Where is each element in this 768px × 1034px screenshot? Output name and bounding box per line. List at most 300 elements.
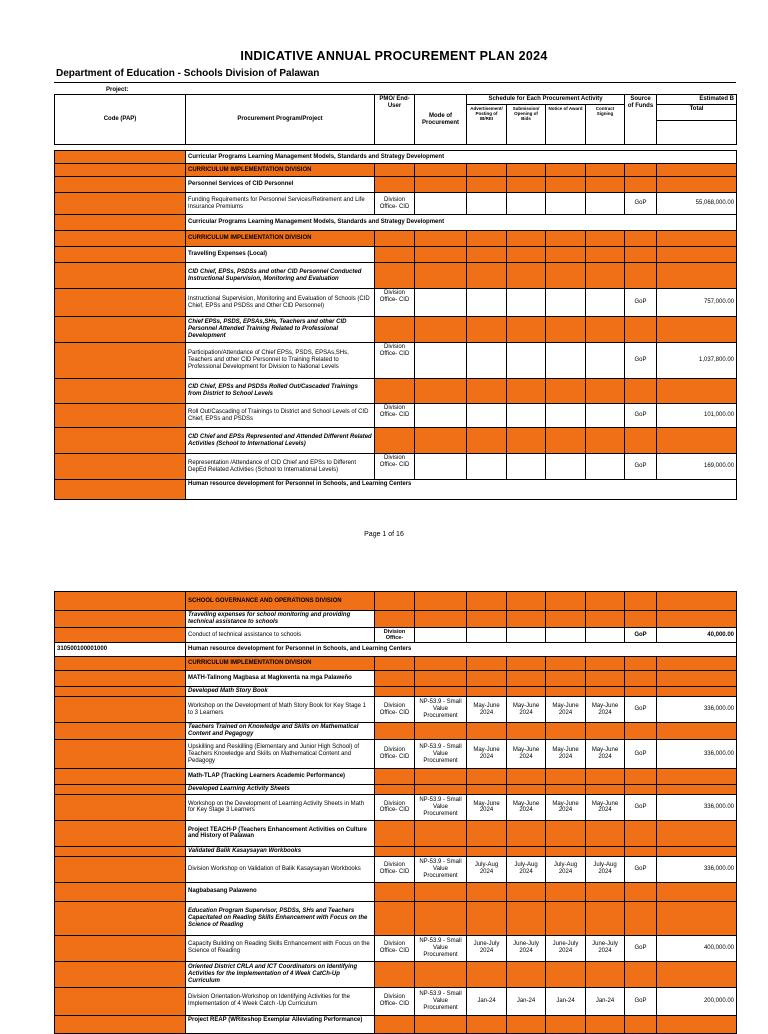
item-notice: June-July 2024	[546, 935, 586, 961]
item-total: 55,068,000.00	[657, 193, 737, 215]
shaded-cell	[507, 317, 546, 343]
shaded-cell	[467, 901, 507, 935]
division-row	[55, 231, 737, 247]
shaded-cell	[55, 317, 186, 343]
shaded-cell	[375, 671, 415, 687]
shaded-cell	[375, 657, 415, 671]
shaded-cell	[375, 846, 415, 856]
shaded-cell	[55, 856, 186, 882]
item-mode: NP-53.9 - Small Value Procurement	[415, 935, 467, 961]
empty-cell	[507, 193, 546, 215]
shaded-cell	[625, 846, 657, 856]
shaded-cell	[55, 592, 186, 611]
section-row	[55, 643, 737, 657]
division-cid-1: CURRICULUM IMPLEMENTATION DIVISION	[186, 164, 375, 177]
shaded-cell	[546, 1015, 586, 1033]
shaded-cell	[507, 1015, 546, 1033]
division-row	[55, 657, 737, 671]
col-total: Total	[657, 105, 737, 121]
empty-cell	[415, 289, 467, 317]
shaded-cell	[415, 428, 467, 454]
shaded-cell	[55, 151, 186, 164]
item-fund: GoP	[625, 289, 657, 317]
item-total: 336,000.00	[657, 740, 737, 769]
shaded-cell	[375, 785, 415, 795]
empty-cell	[415, 627, 467, 643]
empty-cell	[467, 627, 507, 643]
shaded-cell	[55, 454, 186, 480]
shaded-cell	[375, 961, 415, 987]
table-row	[55, 740, 737, 769]
shaded-cell	[55, 961, 186, 987]
shaded-cell	[657, 671, 737, 687]
shaded-cell	[415, 785, 467, 795]
shaded-cell	[546, 846, 586, 856]
shaded-cell	[507, 177, 546, 193]
subheading-row	[55, 901, 737, 935]
shaded-cell	[415, 961, 467, 987]
procurement-table-page-1	[54, 94, 737, 500]
empty-cell	[507, 343, 546, 379]
shaded-cell	[625, 379, 657, 404]
subheading-row	[55, 961, 737, 987]
shaded-cell	[507, 657, 546, 671]
empty-cell	[467, 289, 507, 317]
col-mode: Mode of Procurement	[415, 95, 467, 145]
shaded-cell	[55, 480, 186, 500]
shaded-cell	[507, 671, 546, 687]
col-sub: Submission/ Opening of Bids	[507, 105, 546, 145]
item-pmo: Division Office- CID	[375, 697, 415, 723]
shaded-cell	[586, 1015, 625, 1033]
item-description: Conduct of technical assistance to schools	[186, 627, 375, 643]
item-total: 200,000.00	[657, 987, 737, 1015]
item-adv: May-June 2024	[467, 740, 507, 769]
group-row	[55, 882, 737, 901]
shaded-cell	[375, 231, 415, 247]
item-description: Funding Requirements for Personnel Services/Retirement and Life Insurance Premiums	[186, 193, 375, 215]
shaded-cell	[55, 794, 186, 820]
shaded-cell	[507, 247, 546, 263]
shaded-cell	[415, 317, 467, 343]
shaded-cell	[55, 193, 186, 215]
shaded-cell	[55, 215, 186, 231]
shaded-cell	[657, 611, 737, 628]
shaded-cell	[546, 428, 586, 454]
shaded-cell	[625, 611, 657, 628]
item-pmo: Division Office- CID	[375, 794, 415, 820]
shaded-cell	[546, 671, 586, 687]
shaded-cell	[507, 820, 546, 846]
empty-cell	[586, 404, 625, 428]
table-row	[55, 935, 737, 961]
item-pmo: Division Office- CID	[375, 193, 415, 215]
empty-cell	[467, 404, 507, 428]
division-sgod: SCHOOL GOVERNANCE AND OPERATIONS DIVISION	[186, 592, 375, 611]
shaded-cell	[415, 723, 467, 740]
shaded-cell	[415, 769, 467, 785]
shaded-cell	[546, 164, 586, 177]
shaded-cell	[507, 961, 546, 987]
shaded-cell	[507, 846, 546, 856]
empty-cell	[415, 404, 467, 428]
shaded-cell	[375, 820, 415, 846]
subheading: Travelling expenses for school monitoring and providing technical assistance to schools	[186, 611, 375, 628]
shaded-cell	[625, 657, 657, 671]
shaded-cell	[586, 671, 625, 687]
shaded-cell	[507, 231, 546, 247]
shaded-cell	[657, 1015, 737, 1033]
item-notice: Jan-24	[546, 987, 586, 1015]
shaded-cell	[55, 247, 186, 263]
shaded-cell	[375, 592, 415, 611]
subheading: CID Chief, EPSs and PSDSs Rolled Out/Cascaded Trainings from District to School Levels	[186, 379, 375, 404]
item-adv: Jan-24	[467, 987, 507, 1015]
shaded-cell	[467, 785, 507, 795]
shaded-cell	[546, 379, 586, 404]
shaded-cell	[625, 901, 657, 935]
col-pmo: PMO/ End-User	[375, 95, 415, 145]
section-curricular-2: Curricular Programs Learning Management Models, Standards and Strategy Development	[186, 215, 737, 231]
shaded-cell	[55, 289, 186, 317]
item-description: Division Orientation-Workshop on Identifying Activities for the Implementation of 4 Week Catch -Up Curriculum	[186, 987, 375, 1015]
empty-cell	[415, 343, 467, 379]
empty-cell	[586, 289, 625, 317]
subheading-row	[55, 846, 737, 856]
item-notice: May-June 2024	[546, 794, 586, 820]
table-row	[55, 343, 737, 379]
shaded-cell	[625, 723, 657, 740]
item-adv: May-June 2024	[467, 794, 507, 820]
subheading-row	[55, 785, 737, 795]
shaded-cell	[55, 164, 186, 177]
table-row	[55, 404, 737, 428]
shaded-cell	[415, 611, 467, 628]
shaded-cell	[657, 901, 737, 935]
shaded-cell	[55, 785, 186, 795]
shaded-cell	[546, 723, 586, 740]
empty-cell	[546, 454, 586, 480]
shaded-cell	[55, 846, 186, 856]
shaded-cell	[586, 785, 625, 795]
shaded-cell	[375, 164, 415, 177]
shaded-cell	[657, 687, 737, 697]
empty-cell	[507, 627, 546, 643]
item-fund: GoP	[625, 193, 657, 215]
department-name: Department of Education - Schools Division of Palawan	[56, 68, 320, 79]
shaded-cell	[625, 592, 657, 611]
item-total: 1,037,800.00	[657, 343, 737, 379]
table-row	[55, 289, 737, 317]
subheading: CID Chief and EPSs Represented and Attended Different Related Activities (School to International Levels)	[186, 428, 375, 454]
item-total: 101,000.00	[657, 404, 737, 428]
shaded-cell	[657, 317, 737, 343]
item-sub: June-July 2024	[507, 935, 546, 961]
shaded-cell	[586, 317, 625, 343]
shaded-cell	[467, 820, 507, 846]
shaded-cell	[507, 164, 546, 177]
item-sub: May-June 2024	[507, 794, 546, 820]
empty-cell	[507, 454, 546, 480]
shaded-cell	[375, 263, 415, 289]
group-row	[55, 671, 737, 687]
shaded-cell	[467, 882, 507, 901]
item-total: 336,000.00	[657, 794, 737, 820]
item-fund: GoP	[625, 627, 657, 643]
shaded-cell	[657, 961, 737, 987]
empty-cell	[546, 404, 586, 428]
item-total: 336,000.00	[657, 856, 737, 882]
item-pmo: Division Office- CID	[375, 343, 415, 379]
shaded-cell	[657, 769, 737, 785]
table-row	[55, 193, 737, 215]
shaded-cell	[55, 379, 186, 404]
division-cid-2: CURRICULUM IMPLEMENTATION DIVISION	[186, 231, 375, 247]
col-code: Code (PAP)	[55, 95, 186, 145]
item-sub: May-June 2024	[507, 740, 546, 769]
shaded-cell	[375, 317, 415, 343]
group-tlap: Math-TLAP (Tracking Learners Academic Performance)	[186, 769, 375, 785]
section-row	[55, 480, 737, 500]
shaded-cell	[586, 611, 625, 628]
table-row	[55, 987, 737, 1015]
item-mode: NP-53.9 - Small Value Procurement	[415, 740, 467, 769]
item-contract: Jan-24	[586, 987, 625, 1015]
shaded-cell	[625, 687, 657, 697]
shaded-cell	[507, 263, 546, 289]
subheading: Teachers Trained on Knowledge and Skills on Mathematical Content and Pegagogy	[186, 723, 375, 740]
item-fund: GoP	[625, 454, 657, 480]
group-reap: Project REAP (WRiteshop Exemplar Alleviating Performance)	[186, 1015, 375, 1033]
section-curricular-1: Curricular Programs Learning Management Models, Standards and Strategy Development	[186, 151, 737, 164]
shaded-cell	[55, 343, 186, 379]
item-pmo: Division Office- CID	[375, 454, 415, 480]
item-notice: May-June 2024	[546, 697, 586, 723]
shaded-cell	[375, 769, 415, 785]
shaded-cell	[375, 1015, 415, 1033]
shaded-cell	[375, 901, 415, 935]
shaded-cell	[586, 723, 625, 740]
group-math: MATH-Talinong Magbasa at Magkwenta na mga Palaweño	[186, 671, 375, 687]
shaded-cell	[467, 961, 507, 987]
item-description: Roll Out/Cascading of Trainings to District and School Levels of CID Chief, EPSs and PSDSs	[186, 404, 375, 428]
shaded-cell	[546, 961, 586, 987]
shaded-cell	[55, 882, 186, 901]
subheading-row	[55, 687, 737, 697]
item-total: 336,000.00	[657, 697, 737, 723]
header-blank	[657, 121, 737, 145]
shaded-cell	[507, 901, 546, 935]
pap-code: 310500100001000	[55, 643, 186, 657]
item-description: Capacity Building on Reading Skills Enhancement with Focus on the Science of Reading	[186, 935, 375, 961]
shaded-cell	[55, 820, 186, 846]
shaded-cell	[625, 1015, 657, 1033]
shaded-cell	[625, 247, 657, 263]
subheading-row	[55, 428, 737, 454]
shaded-cell	[55, 769, 186, 785]
shaded-cell	[625, 263, 657, 289]
shaded-cell	[55, 657, 186, 671]
shaded-cell	[415, 231, 467, 247]
shaded-cell	[375, 611, 415, 628]
shaded-cell	[586, 164, 625, 177]
section-row	[55, 215, 737, 231]
shaded-cell	[586, 687, 625, 697]
subheading: CID Chief, EPSs, PSDSs and other CID Personnel Conducted Instructional Supervision, Monitoring and Evaluation	[186, 263, 375, 289]
shaded-cell	[586, 263, 625, 289]
shaded-cell	[467, 247, 507, 263]
shaded-cell	[415, 164, 467, 177]
shaded-cell	[55, 697, 186, 723]
division-row	[55, 164, 737, 177]
empty-cell	[546, 289, 586, 317]
shaded-cell	[657, 882, 737, 901]
shaded-cell	[546, 611, 586, 628]
shaded-cell	[375, 177, 415, 193]
shaded-cell	[657, 231, 737, 247]
shaded-cell	[467, 177, 507, 193]
shaded-cell	[625, 231, 657, 247]
shaded-cell	[55, 177, 186, 193]
shaded-cell	[507, 428, 546, 454]
item-pmo: Division Office- CID	[375, 935, 415, 961]
table-row	[55, 697, 737, 723]
table-row	[55, 627, 737, 643]
item-adv: July-Aug 2024	[467, 856, 507, 882]
item-fund: GoP	[625, 794, 657, 820]
shaded-cell	[415, 592, 467, 611]
shaded-cell	[415, 846, 467, 856]
header-divider	[54, 82, 736, 83]
shaded-cell	[546, 657, 586, 671]
shaded-cell	[507, 723, 546, 740]
group-row	[55, 177, 737, 193]
subheading: Education Program Supervisor, PSDSs, SHs and Teachers Capacitated on Reading Skills Enhancement with Focus on the Science of Reading	[186, 901, 375, 935]
shaded-cell	[55, 263, 186, 289]
empty-cell	[546, 343, 586, 379]
shaded-cell	[586, 428, 625, 454]
subheading: Developed Learning Activity Sheets	[186, 785, 375, 795]
empty-cell	[415, 193, 467, 215]
item-fund: GoP	[625, 697, 657, 723]
shaded-cell	[415, 379, 467, 404]
item-pmo: Division Office- CID	[375, 987, 415, 1015]
shaded-cell	[375, 687, 415, 697]
empty-cell	[586, 454, 625, 480]
item-pmo: Division Office-	[375, 627, 415, 643]
section-row	[55, 151, 737, 164]
empty-cell	[546, 193, 586, 215]
shaded-cell	[467, 611, 507, 628]
empty-cell	[467, 343, 507, 379]
shaded-cell	[55, 231, 186, 247]
item-fund: GoP	[625, 856, 657, 882]
shaded-cell	[546, 177, 586, 193]
item-total: 400,000.00	[657, 935, 737, 961]
shaded-cell	[55, 901, 186, 935]
shaded-cell	[375, 379, 415, 404]
item-total: 40,000.00	[657, 627, 737, 643]
item-contract: May-June 2024	[586, 740, 625, 769]
subheading: Chief EPSs, PSDS, EPSAs,SHs, Teachers and other CID Personnel Attended Training Related to Professional Development	[186, 317, 375, 343]
shaded-cell	[586, 820, 625, 846]
shaded-cell	[467, 592, 507, 611]
item-total: 169,000.00	[657, 454, 737, 480]
item-notice: July-Aug 2024	[546, 856, 586, 882]
shaded-cell	[507, 785, 546, 795]
shaded-cell	[467, 687, 507, 697]
shaded-cell	[546, 820, 586, 846]
item-mode: NP-53.9 - Small Value Procurement	[415, 856, 467, 882]
shaded-cell	[657, 379, 737, 404]
item-description: Workshop on the Development of Learning Activity Sheets in Math for Key Stage 3 Learners	[186, 794, 375, 820]
item-description: Upskilling and Reskilling (Elementary and Junior High School) of Teachers Knowledge and Skills on Mathematical Content and Pedagogy	[186, 740, 375, 769]
item-fund: GoP	[625, 740, 657, 769]
item-mode: NP-53.9 - Small Value Procurement	[415, 987, 467, 1015]
table-row	[55, 794, 737, 820]
shaded-cell	[546, 317, 586, 343]
shaded-cell	[55, 935, 186, 961]
project-label: Project:	[106, 87, 129, 93]
shaded-cell	[467, 671, 507, 687]
item-mode: NP-53.9 - Small Value Procurement	[415, 794, 467, 820]
subheading-row	[55, 263, 737, 289]
shaded-cell	[415, 1015, 467, 1033]
subheading-row	[55, 723, 737, 740]
shaded-cell	[546, 769, 586, 785]
item-description: Workshop on the Development of Math Story Book for Key Stage 1 to 3 Learners	[186, 697, 375, 723]
item-pmo: Division Office- CID	[375, 289, 415, 317]
item-pmo: Division Office- CID	[375, 404, 415, 428]
shaded-cell	[546, 882, 586, 901]
group-row	[55, 820, 737, 846]
section-hrd: Human resource development for Personnel in Schools, and Learning Centers	[186, 643, 737, 657]
item-fund: GoP	[625, 343, 657, 379]
shaded-cell	[546, 592, 586, 611]
shaded-cell	[467, 1015, 507, 1033]
shaded-cell	[415, 657, 467, 671]
shaded-cell	[507, 611, 546, 628]
header-row-top	[55, 95, 737, 105]
empty-cell	[546, 627, 586, 643]
shaded-cell	[657, 592, 737, 611]
item-fund: GoP	[625, 404, 657, 428]
shaded-cell	[375, 247, 415, 263]
shaded-cell	[467, 317, 507, 343]
division-cid: CURRICULUM IMPLEMENTATION DIVISION	[186, 657, 375, 671]
empty-cell	[467, 193, 507, 215]
item-description: Participation/Attendance of Chief EPSs, PSDS, EPSAs,SHs, Teachers and other CID Personnel to Training Related to Professional Development for Division to National Levels	[186, 343, 375, 379]
shaded-cell	[467, 723, 507, 740]
empty-cell	[507, 289, 546, 317]
item-sub: July-Aug 2024	[507, 856, 546, 882]
shaded-cell	[625, 164, 657, 177]
shaded-cell	[546, 231, 586, 247]
col-source: Source of Funds	[625, 95, 657, 145]
shaded-cell	[55, 740, 186, 769]
shaded-cell	[546, 785, 586, 795]
group-teach: Project TEACH-P (Teachers Enhancement Activities on Culture and History of Palawan	[186, 820, 375, 846]
item-total: 757,000.00	[657, 289, 737, 317]
shaded-cell	[55, 404, 186, 428]
item-description: Representation /Attendance of CID Chief and EPSs to Different DepEd Related Activities (School to International Levels)	[186, 454, 375, 480]
shaded-cell	[55, 428, 186, 454]
shaded-cell	[375, 428, 415, 454]
empty-cell	[586, 343, 625, 379]
shaded-cell	[415, 263, 467, 289]
shaded-cell	[586, 882, 625, 901]
col-contract: Contract Signing	[586, 105, 625, 145]
